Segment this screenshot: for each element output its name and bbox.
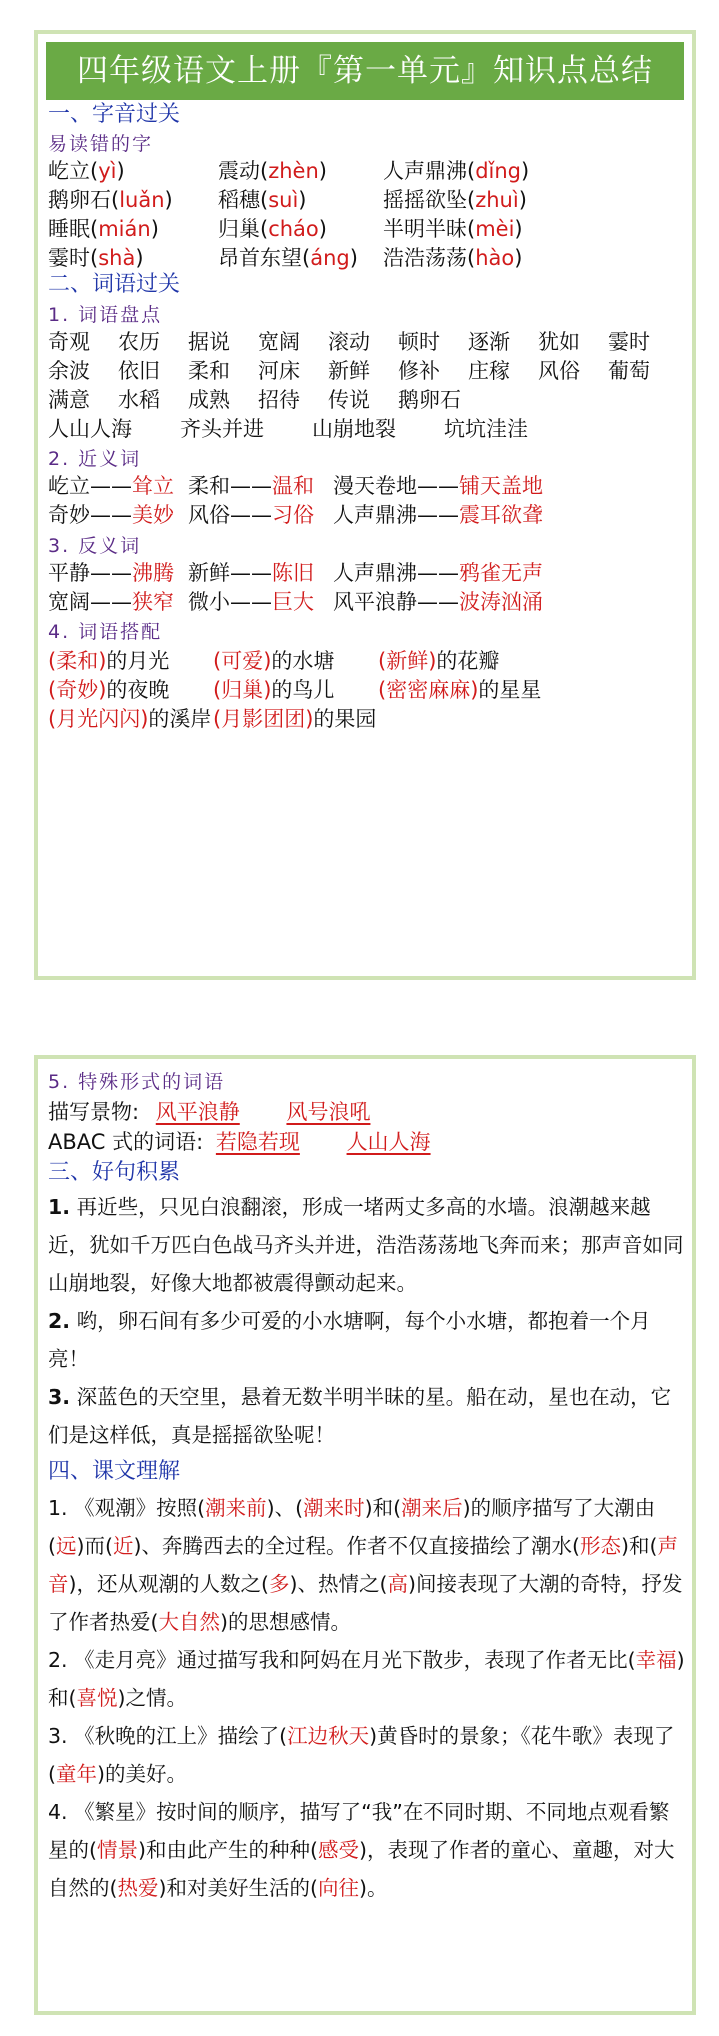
antonym-word: 新鲜: [188, 561, 230, 585]
vocab-word: 风俗: [538, 359, 580, 383]
pinyin: zhuì: [475, 188, 519, 212]
vocab-word: 修补: [398, 359, 440, 383]
pinyin: dǐng: [475, 159, 522, 183]
sentence-2: [48, 1302, 688, 1378]
paren-close: ): [164, 188, 173, 212]
collocation-noun: 的星星: [478, 678, 542, 702]
paren-open: (: [260, 217, 269, 241]
pronunciation-word: 浩浩荡荡: [383, 246, 467, 270]
vocab-word: 山崩地裂: [312, 417, 396, 441]
vocab-word: 水稻: [118, 388, 160, 412]
paragraph-text: )的顺序描写了大潮由(: [48, 1496, 656, 1558]
paren-close: ): [116, 159, 125, 183]
paragraph-text: )、热情之(: [289, 1572, 388, 1596]
vocab-word: 齐头并进: [180, 417, 264, 441]
paren-open: (: [378, 678, 387, 702]
antonym-item: [188, 587, 314, 617]
paren-close: ): [514, 246, 523, 270]
paren-close: ): [98, 649, 107, 673]
antonym-word: 宽阔: [48, 590, 90, 614]
sentence-2-number: 2.: [48, 1309, 71, 1333]
dash: ——: [230, 503, 272, 527]
pronunciation-word: 稻穗: [218, 188, 260, 212]
pinyin: mián: [98, 217, 151, 241]
paren-close: ): [349, 246, 358, 270]
collocation-answer: 归巢: [221, 678, 264, 702]
paren-close: ): [140, 707, 149, 731]
sentence-3-number: 3.: [48, 1385, 71, 1409]
comprehension-3: [48, 1717, 688, 1793]
page-title: 四年级语文上册『第一单元』知识点总结: [46, 42, 684, 100]
pronunciation-word: 霎时: [48, 246, 90, 270]
dash: ——: [90, 561, 132, 585]
answer-blank: 情景: [97, 1838, 138, 1862]
antonym-item: [48, 558, 174, 588]
pronunciation-item: [48, 156, 125, 186]
paragraph-text: )的思想感情。: [220, 1610, 351, 1634]
paragraph-text: )和由此产生的种种(: [138, 1838, 318, 1862]
pronunciation-item: [218, 156, 327, 186]
pinyin: hào: [475, 246, 515, 270]
paren-close: ): [305, 707, 314, 731]
paren-close: ): [470, 678, 479, 702]
paragraph-text: )和(: [364, 1496, 402, 1520]
scenery-label: 描写景物:: [48, 1100, 140, 1124]
antonym-word: 微小: [188, 590, 230, 614]
paren-close: ): [298, 188, 307, 212]
synonym-item: [48, 500, 174, 530]
dash: ——: [90, 474, 132, 498]
collocation-answer: 柔和: [56, 649, 99, 673]
synonym-word: 风俗: [188, 503, 230, 527]
answer-blank: 多: [269, 1572, 290, 1596]
abac-words-line: [48, 1127, 431, 1157]
paren-open: (: [467, 159, 476, 183]
section-good-sentences-heading: 三、好句积累: [48, 1160, 181, 1185]
answer-blank: 潮来时: [303, 1496, 365, 1520]
paragraph-text: )和对美好生活的(: [158, 1876, 318, 1900]
sentence-3-text: 深蓝色的天空里，悬着无数半明半昧的星。船在动，星也在动，它们是这样低，真是摇摇欲坠呢！: [48, 1385, 672, 1447]
paren-close: ): [135, 246, 144, 270]
antonym-word: 人声鼎沸: [333, 561, 417, 585]
pinyin: cháo: [268, 217, 319, 241]
collocation-item: [213, 675, 334, 705]
vocab-word: 葡萄: [608, 359, 650, 383]
paragraph-text: )而(: [76, 1534, 113, 1558]
sentence-2-text: 哟，卵石间有多少可爱的小水塘啊，每个小水塘，都抱着一个月亮！: [48, 1309, 651, 1371]
pronunciation-item: [218, 243, 358, 273]
collocation-subheading: 4. 词语搭配: [48, 621, 163, 643]
synonym-answer: 习俗: [272, 503, 314, 527]
pronunciation-word: 摇摇欲坠: [383, 188, 467, 212]
answer-blank: 感受: [318, 1838, 359, 1862]
paragraph-text: )黄昏时的景象；《花牛歌》表现了(: [48, 1724, 675, 1786]
collocation-noun: 的花瓣: [436, 649, 500, 673]
collocation-noun: 的溪岸: [148, 707, 212, 731]
antonym-item: [333, 587, 543, 617]
sentence-1-text: 再近些，只见白浪翻滚，形成一堵两丈多高的水墙。浪潮越来越近，犹如千万匹白色战马齐头并进，浩浩荡荡地飞奔而来；那声音如同山崩地裂，好像大地都被震得颤动起来。: [48, 1195, 684, 1295]
collocation-item: [48, 646, 169, 676]
paren-open: (: [90, 217, 99, 241]
paren-open: (: [467, 188, 476, 212]
pronunciation-item: [48, 243, 144, 273]
paren-close: ): [98, 678, 107, 702]
section-pronunciation-heading: 一、字音过关: [48, 102, 181, 127]
collocation-item: [48, 675, 169, 705]
collocation-answer: 密密麻麻: [386, 678, 471, 702]
pronunciation-word: 归巢: [218, 217, 260, 241]
dash: ——: [417, 503, 459, 527]
answer-blank: 高: [387, 1572, 408, 1596]
collocation-answer: 月影团团: [221, 707, 306, 731]
pinyin: yì: [98, 159, 117, 183]
vocab-word: 滚动: [328, 330, 370, 354]
synonym-word: 柔和: [188, 474, 230, 498]
collocation-item: [48, 704, 211, 734]
paren-close: ): [521, 159, 530, 183]
section-comprehension-heading: 四、课文理解: [48, 1459, 181, 1484]
vocab-word: 逐渐: [468, 330, 510, 354]
paren-close: ): [318, 159, 327, 183]
paragraph-text: )和(: [621, 1534, 658, 1558]
synonym-item: [188, 471, 314, 501]
antonym-answer: 陈旧: [272, 561, 314, 585]
sentence-1: [48, 1188, 688, 1302]
vocab-word: 农历: [118, 330, 160, 354]
collocation-answer: 可爱: [221, 649, 264, 673]
vocab-word: 余波: [48, 359, 90, 383]
paren-open: (: [260, 188, 269, 212]
pronunciation-word: 震动: [218, 159, 260, 183]
summary-card-part1: [34, 30, 696, 980]
summary-card-part2: [34, 1055, 696, 2015]
paren-close: ): [263, 649, 272, 673]
answer-blank: 童年: [56, 1762, 97, 1786]
abac-word-2: 人山人海: [346, 1130, 431, 1154]
synonym-word: 屹立: [48, 474, 90, 498]
vocab-word: 顿时: [398, 330, 440, 354]
paren-close: ): [514, 217, 523, 241]
collocation-answer: 新鲜: [386, 649, 429, 673]
special-words-subheading: 5. 特殊形式的词语: [48, 1071, 226, 1093]
vocab-word: 鹅卵石: [398, 388, 461, 412]
antonym-answer: 狭窄: [132, 590, 174, 614]
paragraph-text: )间接表现了大潮的奇特，抒发了作者热爱(: [48, 1572, 683, 1634]
paren-open: (: [378, 649, 387, 673]
answer-blank: 大自然: [158, 1610, 220, 1634]
antonym-answer: 鸦雀无声: [459, 561, 543, 585]
synonym-item: [333, 471, 543, 501]
collocation-item: [378, 646, 499, 676]
pronunciation-word: 睡眠: [48, 217, 90, 241]
vocab-word: 招待: [258, 388, 300, 412]
paragraph-text: 2. 《走月亮》通过描写我和阿妈在月光下散步，表现了作者无比(: [48, 1648, 636, 1672]
answer-blank: 江边秋天: [287, 1724, 370, 1748]
paragraph-text: 1. 《观潮》按照(: [48, 1496, 206, 1520]
antonym-answer: 沸腾: [132, 561, 174, 585]
paragraph-text: )、奔腾西去的全过程。作者不仅直接描绘了潮水(: [133, 1534, 580, 1558]
pronunciation-word: 半明半昧: [383, 217, 467, 241]
synonym-word: 人声鼎沸: [333, 503, 417, 527]
abac-label: ABAC 式的词语:: [48, 1130, 204, 1154]
vocab-word: 新鲜: [328, 359, 370, 383]
pronunciation-word: 屹立: [48, 159, 90, 183]
paren-open: (: [111, 188, 120, 212]
pinyin: luǎn: [119, 188, 165, 212]
collocation-answer: 奇妙: [56, 678, 99, 702]
paren-open: (: [48, 707, 57, 731]
answer-blank: 远: [56, 1534, 77, 1558]
paren-open: (: [90, 246, 99, 270]
answer-blank: 潮来后: [401, 1496, 463, 1520]
pronunciation-item: [383, 214, 523, 244]
synonym-answer: 铺天盖地: [459, 474, 543, 498]
paren-close: ): [263, 678, 272, 702]
synonym-item: [333, 500, 543, 530]
vocab-word: 传说: [328, 388, 370, 412]
pronunciation-item: [218, 214, 327, 244]
collocation-noun: 的水塘: [271, 649, 335, 673]
comprehension-4: [48, 1793, 688, 1907]
collocation-item: [378, 675, 541, 705]
synonym-item: [48, 471, 174, 501]
antonym-item: [48, 587, 174, 617]
vocab-word: 庄稼: [468, 359, 510, 383]
collocation-item: [213, 704, 376, 734]
vocab-word: 霎时: [608, 330, 650, 354]
pronunciation-item: [383, 156, 529, 186]
vocab-word: 满意: [48, 388, 90, 412]
scenery-word-1: 风平浪静: [155, 1100, 240, 1124]
vocab-word: 依旧: [118, 359, 160, 383]
pronunciation-item: [383, 243, 522, 273]
answer-blank: 向往: [318, 1876, 359, 1900]
dash: ——: [230, 561, 272, 585]
dash: ——: [90, 590, 132, 614]
scenery-words-line: [48, 1097, 370, 1127]
pinyin: shà: [98, 246, 136, 270]
collocation-noun: 的夜晚: [106, 678, 170, 702]
easy-misread-subheading: 易读错的字: [48, 133, 154, 155]
pinyin: mèi: [475, 217, 515, 241]
antonym-word: 平静: [48, 561, 90, 585]
sentence-1-number: 1.: [48, 1195, 71, 1219]
pinyin: zhèn: [268, 159, 319, 183]
paren-close: ): [518, 188, 527, 212]
answer-blank: 热爱: [117, 1876, 159, 1900]
abac-word-1: 若隐若现: [215, 1130, 300, 1154]
antonym-item: [188, 558, 314, 588]
synonym-word: 奇妙: [48, 503, 90, 527]
antonym-word: 风平浪静: [333, 590, 417, 614]
paren-open: (: [302, 246, 311, 270]
collocation-noun: 的月光: [106, 649, 170, 673]
section-vocabulary-heading: 二、词语过关: [48, 272, 181, 297]
paragraph-text: )和(: [48, 1648, 685, 1710]
paragraph-text: )，还从观潮的人数之(: [68, 1572, 269, 1596]
synonym-answer: 震耳欲聋: [459, 503, 543, 527]
answer-blank: 幸福: [635, 1648, 677, 1672]
paren-open: (: [213, 649, 222, 673]
synonym-word: 漫天卷地: [333, 474, 417, 498]
answer-blank: 近: [113, 1534, 134, 1558]
paragraph-text: 4. 《繁星》按时间的顺序，描写了“我”在不同时期、不同地点观看繁星的(: [48, 1800, 670, 1862]
paren-close: ): [150, 217, 159, 241]
pinyin: suì: [268, 188, 299, 212]
paragraph-text: )，表现了作者的童心、童趣，对大自然的(: [48, 1838, 675, 1900]
pronunciation-item: [383, 185, 527, 215]
scenery-word-2: 风号浪吼: [286, 1100, 371, 1124]
pinyin: áng: [310, 246, 350, 270]
vocab-word: 犹如: [538, 330, 580, 354]
vocab-word: 人山人海: [48, 417, 132, 441]
vocab-word: 据说: [188, 330, 230, 354]
synonym-answer: 耸立: [132, 474, 174, 498]
synonym-answer: 温和: [272, 474, 314, 498]
paragraph-text: )、(: [266, 1496, 304, 1520]
dash: ——: [417, 561, 459, 585]
pronunciation-item: [48, 185, 173, 215]
vocab-word: 河床: [258, 359, 300, 383]
vocab-word: 柔和: [188, 359, 230, 383]
paren-close: ): [428, 649, 437, 673]
sentence-3: [48, 1378, 688, 1454]
paren-open: (: [260, 159, 269, 183]
antonym-answer: 波涛汹涌: [459, 590, 543, 614]
synonym-answer: 美妙: [132, 503, 174, 527]
collocation-noun: 的果园: [313, 707, 377, 731]
pronunciation-word: 昂首东望: [218, 246, 302, 270]
synonyms-subheading: 2. 近义词: [48, 448, 142, 470]
paragraph-text: )的美好。: [97, 1762, 187, 1786]
collocation-answer: 月光闪闪: [56, 707, 141, 731]
paren-open: (: [213, 678, 222, 702]
dash: ——: [90, 503, 132, 527]
paragraph-text: )。: [359, 1876, 388, 1900]
collocation-noun: 的鸟儿: [271, 678, 335, 702]
paren-open: (: [467, 217, 476, 241]
word-inventory-subheading: 1. 词语盘点: [48, 304, 163, 326]
answer-blank: 潮来前: [205, 1496, 267, 1520]
dash: ——: [417, 590, 459, 614]
dash: ——: [230, 590, 272, 614]
antonyms-subheading: 3. 反义词: [48, 535, 142, 557]
pronunciation-item: [48, 214, 159, 244]
paren-open: (: [213, 707, 222, 731]
comprehension-2: [48, 1641, 688, 1717]
paragraph-text: 3. 《秋晚的江上》描绘了(: [48, 1724, 288, 1748]
pronunciation-word: 鹅卵石: [48, 188, 111, 212]
answer-blank: 形态: [580, 1534, 621, 1558]
antonym-item: [333, 558, 543, 588]
answer-blank: 喜悦: [76, 1686, 118, 1710]
paren-open: (: [467, 246, 476, 270]
synonym-item: [188, 500, 314, 530]
collocation-item: [213, 646, 334, 676]
paren-open: (: [48, 678, 57, 702]
pronunciation-word: 人声鼎沸: [383, 159, 467, 183]
dash: ——: [417, 474, 459, 498]
answer-blank: 声音: [48, 1534, 678, 1596]
vocab-word: 宽阔: [258, 330, 300, 354]
paren-open: (: [90, 159, 99, 183]
paren-open: (: [48, 649, 57, 673]
paragraph-text: )之情。: [117, 1686, 187, 1710]
dash: ——: [230, 474, 272, 498]
vocab-word: 奇观: [48, 330, 90, 354]
comprehension-1: [48, 1489, 688, 1641]
pronunciation-item: [218, 185, 307, 215]
vocab-word: 成熟: [188, 388, 230, 412]
antonym-answer: 巨大: [272, 590, 314, 614]
vocab-word: 坑坑洼洼: [444, 417, 528, 441]
paren-close: ): [318, 217, 327, 241]
